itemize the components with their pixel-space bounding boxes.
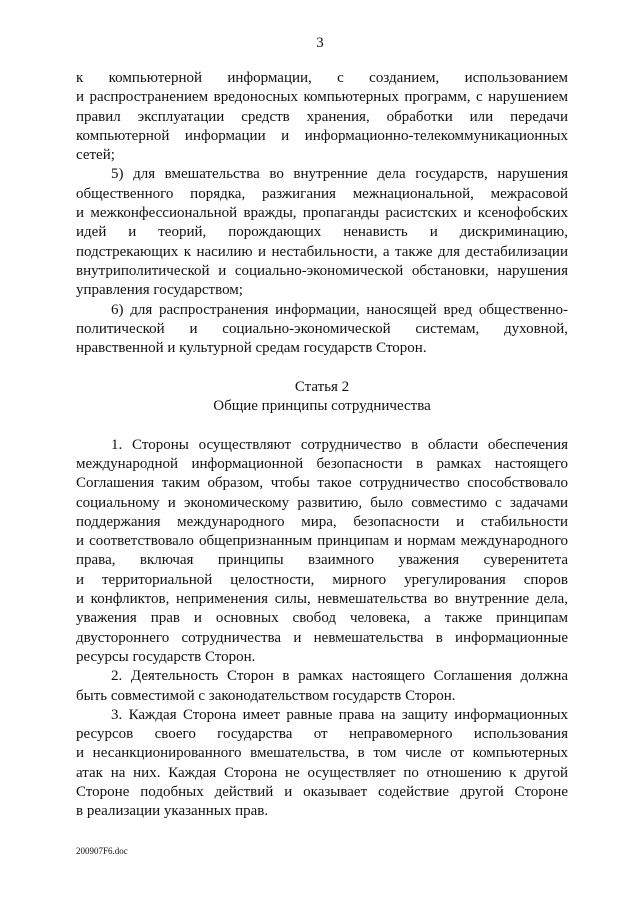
list-item-6-first-line: 6) для распространения информации, наносящей вред общественно-	[111, 301, 568, 318]
text-line: политической и социально-экономической системам, духовной,	[76, 320, 568, 337]
clause-2-first-line: 2. Деятельность Сторон в рамках настоящего Соглашения должна	[111, 668, 568, 685]
text-line: и конфликтов, неприменения силы, невмешательства во внутренние дела,	[76, 591, 568, 608]
text-line: атак на них. Каждая Сторона не осуществляет по отношению к другой	[76, 764, 568, 781]
text-line: и соответствовало общепризнанным принципам и нормам международного	[76, 533, 568, 550]
clause-3-first-line: 3. Каждая Сторона имеет равные права на защиту информационных	[111, 706, 568, 723]
text-line: идей и теорий, порождающих ненависть и дискриминацию,	[76, 224, 568, 241]
paragraph-spacer	[76, 416, 568, 435]
text-line: правил эксплуатации средств хранения, обработки или передачи	[76, 108, 568, 125]
text-line: подстрекающих к насилию и нестабильности, а также для дестабилизации	[76, 243, 568, 260]
text-line: внутриполитической и социально-экономической обстановки, нарушения	[76, 262, 568, 279]
text-line: уважения прав и основных свобод человека, а также принципам	[76, 610, 568, 627]
page-number: 3	[316, 35, 324, 51]
text-line: Стороне подобных действий и оказывает содействие другой Стороне	[76, 783, 568, 800]
footer-file-name: 200907F6.doc	[76, 846, 128, 856]
document-body	[76, 69, 568, 822]
text-line: нравственной и культурной средам государств Сторон.	[76, 340, 427, 357]
article-number: Статья 2	[294, 378, 350, 395]
text-line: двустороннего сотрудничества и невмешательства в информационные	[76, 629, 568, 646]
text-line: к компьютерной информации, с созданием, использованием	[76, 70, 568, 86]
text-line: и несанкционированного вмешательства, в том числе от компьютерных	[76, 745, 568, 762]
list-item-5-first-line: 5) для вмешательства во внутренние дела государств, нарушения	[111, 166, 568, 183]
text-line: и территориальной целостности, мирного урегулирования споров	[76, 571, 568, 588]
paragraph-spacer	[76, 358, 568, 377]
text-line: быть совместимой с законодательством государств Сторон.	[76, 687, 456, 704]
text-line: в реализации указанных прав.	[76, 803, 269, 820]
article-title: Общие принципы сотрудничества	[213, 398, 431, 415]
text-line: сетей;	[76, 147, 115, 164]
text-line: ресурсы государств Сторон.	[76, 648, 256, 665]
text-line: компьютерной информации и информационно-телекоммуникационных	[76, 127, 568, 144]
text-line: ресурсов своего государства от неправомерного использования	[76, 726, 568, 743]
text-line: общественного порядка, разжигания межнациональной, межрасовой	[76, 185, 568, 202]
text-line: и распространением вредоносных компьютерных программ, с нарушением	[76, 89, 568, 106]
text-line: права, включая принципы взаимного уважения суверенитета	[76, 552, 568, 569]
clause-1-first-line: 1. Стороны осуществляют сотрудничество в области обеспечения	[111, 436, 568, 453]
text-line: социальному и экономическому развитию, было совместимо с задачами	[76, 494, 568, 511]
text-line: поддержания международного мира, безопасности и стабильности	[76, 513, 568, 530]
text-line: международной информационной безопасности в рамках настоящего	[76, 455, 568, 472]
text-line: и межконфессиональной вражды, пропаганды расистских и ксенофобских	[76, 205, 568, 222]
text-line: Соглашения таким образом, чтобы такое сотрудничество способствовало	[76, 475, 568, 492]
text-line: управления государством;	[76, 282, 243, 299]
